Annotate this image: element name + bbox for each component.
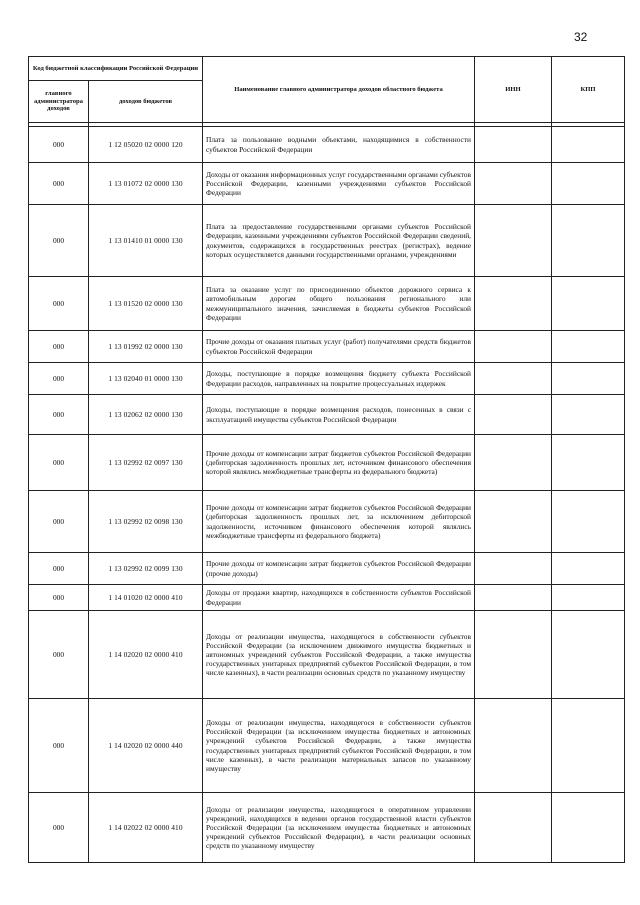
admin-code-cell: 000: [29, 793, 89, 863]
inn-cell: [475, 395, 552, 435]
kpp-cell: [552, 611, 625, 699]
admin-code-cell: 000: [29, 435, 89, 491]
inn-cell: [475, 163, 552, 205]
admin-code-cell: 000: [29, 363, 89, 395]
admin-code-cell: 000: [29, 553, 89, 585]
admin-code-cell: 000: [29, 491, 89, 553]
inn-cell: [475, 435, 552, 491]
table-row: [29, 585, 625, 611]
table-row: [29, 127, 625, 163]
kpp-cell: [552, 491, 625, 553]
kpp-cell: [552, 331, 625, 363]
revenue-code-cell: 1 13 02062 02 0000 130: [89, 395, 203, 435]
revenue-name-cell: Плата за предоставление государственными органами субъектов Российской Федерации, казенными учреждениями субъектов Российской Федерации сведений, документов, содержащихся в государственных реестрах (регистрах), ведение которых осуществляется данными государственными органами, учреждениями: [203, 205, 475, 277]
admin-code-cell: 000: [29, 127, 89, 163]
revenue-name-cell: Доходы от реализации имущества, находящегося в оперативном управлении учреждений, находящихся в ведении органов государственной власти субъектов Российской Федерации (за исключением имущества бюджетных и автономных учреждений субъектов Российской Федерации), в части реализации основных средств по указанному имуществу: [203, 793, 475, 863]
page-number: 32: [574, 30, 588, 44]
admin-code-cell: 000: [29, 395, 89, 435]
admin-code-cell: 000: [29, 205, 89, 277]
revenue-name-cell: Плата за пользование водными объектами, находящимися в собственности субъектов Российской Федерации: [203, 127, 475, 163]
kpp-cell: [552, 699, 625, 793]
inn-header: ИНН: [475, 57, 552, 123]
table-row: [29, 395, 625, 435]
kpp-cell: [552, 395, 625, 435]
admin-code-cell: 000: [29, 163, 89, 205]
revenue-code-cell: 1 13 02040 01 0000 130: [89, 363, 203, 395]
table-row: [29, 611, 625, 699]
revenue-name-cell: Доходы, поступающие в порядке возмещения расходов, понесенных в связи с эксплуатацией имущества субъектов Российской Федерации: [203, 395, 475, 435]
revenue-code-cell: 1 14 02022 02 0000 410: [89, 793, 203, 863]
table-row: [29, 435, 625, 491]
revenue-name-cell: Доходы от реализации имущества, находящегося в собственности субъектов Российской Федерации (за исключением движимого имущества бюджетных и автономных учреждений субъектов Российской Федерации, а также имущества государственных унитарных предприятий субъектов Российской Федерации, в том числе казенных), в части реализации основных средств по указанному имуществу: [203, 611, 475, 699]
table-row: [29, 363, 625, 395]
kpp-cell: [552, 435, 625, 491]
inn-cell: [475, 331, 552, 363]
table-body: [29, 123, 625, 863]
kpp-header: КПП: [552, 57, 625, 123]
table-row: [29, 793, 625, 863]
revenue-code-cell: 1 14 02020 02 0000 440: [89, 699, 203, 793]
inn-cell: [475, 585, 552, 611]
revenue-name-cell: Доходы, поступающие в порядке возмещения бюджету субъекта Российской Федерации расходов, направленных на покрытие процессуальных издержек: [203, 363, 475, 395]
administrator-name-header: Наименование главного администратора доходов областного бюджета: [203, 57, 475, 123]
admin-code-cell: 000: [29, 699, 89, 793]
revenue-code-cell: 1 13 02992 02 0099 130: [89, 553, 203, 585]
inn-cell: [475, 127, 552, 163]
table-row: [29, 699, 625, 793]
revenue-name-cell: Плата за оказание услуг по присоединению объектов дорожного сервиса к автомобильным дорогам общего пользования регионального или межмуниципального значения, зачисляемая в бюджеты субъектов Российской Федерации: [203, 277, 475, 331]
kpp-cell: [552, 363, 625, 395]
kpp-cell: [552, 205, 625, 277]
revenue-code-cell: 1 12 05020 02 0000 120: [89, 127, 203, 163]
inn-cell: [475, 491, 552, 553]
kpp-cell: [552, 553, 625, 585]
admin-code-cell: 000: [29, 277, 89, 331]
kpp-cell: [552, 163, 625, 205]
inn-cell: [475, 277, 552, 331]
admin-code-cell: 000: [29, 331, 89, 363]
revenue-code-cell: 1 13 02992 02 0097 130: [89, 435, 203, 491]
inn-cell: [475, 611, 552, 699]
revenue-code-cell: 1 13 01992 02 0000 130: [89, 331, 203, 363]
inn-cell: [475, 205, 552, 277]
revenue-name-cell: Доходы от продажи квартир, находящихся в собственности субъектов Российской Федерации: [203, 585, 475, 611]
revenue-codes-table: [28, 56, 625, 863]
inn-cell: [475, 699, 552, 793]
inn-cell: [475, 553, 552, 585]
revenue-name-cell: Доходы от реализации имущества, находящегося в собственности субъектов Российской Федерации (за исключением имущества бюджетных и автономных учреждений субъектов Российской Федерации, а также имущества государственных унитарных предприятий субъектов Российской Федерации, в том числе казенных), в части реализации материальных запасов по указанному имуществу: [203, 699, 475, 793]
revenue-name-cell: Прочие доходы от компенсации затрат бюджетов субъектов Российской Федерации (прочие доходы): [203, 553, 475, 585]
kpp-cell: [552, 277, 625, 331]
admin-code-cell: 000: [29, 611, 89, 699]
inn-cell: [475, 793, 552, 863]
kpp-cell: [552, 127, 625, 163]
revenue-name-cell: Прочие доходы от компенсации затрат бюджетов субъектов Российской Федерации (дебиторская задолженность прошлых лет, источником финансового обеспечения которой являлись межбюджетные трансферты из федерального бюджета): [203, 435, 475, 491]
inn-cell: [475, 363, 552, 395]
revenue-name-cell: Прочие доходы от оказания платных услуг (работ) получателями средств бюджетов субъектов Российской Федерации: [203, 331, 475, 363]
kpp-cell: [552, 793, 625, 863]
revenue-code-cell: 1 13 02992 02 0098 130: [89, 491, 203, 553]
table-row: [29, 491, 625, 553]
table-row: [29, 553, 625, 585]
revenue-code-cell: 1 14 01020 02 0000 410: [89, 585, 203, 611]
revenue-name-cell: Доходы от оказания информационных услуг государственными органами субъектов Российской Федерации, казенными учреждениями субъектов Российской Федерации: [203, 163, 475, 205]
admin-code-cell: 000: [29, 585, 89, 611]
revenue-code-cell: 1 13 01072 02 0000 130: [89, 163, 203, 205]
table-row: [29, 205, 625, 277]
table-row: [29, 277, 625, 331]
revenue-code-cell: 1 13 01410 01 0000 130: [89, 205, 203, 277]
table-row: [29, 163, 625, 205]
budget-classification-header: Код бюджетной классификации Российской Федерации: [29, 57, 203, 81]
kpp-cell: [552, 585, 625, 611]
revenue-code-header: доходов бюджетов: [89, 81, 203, 123]
table-row: [29, 331, 625, 363]
revenue-code-cell: 1 13 01520 02 0000 130: [89, 277, 203, 331]
revenue-code-cell: 1 14 02020 02 0000 410: [89, 611, 203, 699]
revenue-name-cell: Прочие доходы от компенсации затрат бюджетов субъектов Российской Федерации (дебиторская задолженность прошлых лет, за исключением дебиторской задолженности, источником финансового обеспечения которой являлись межбюджетные трансферты из федерального бюджета): [203, 491, 475, 553]
admin-code-header: главного администратора доходов: [29, 81, 89, 123]
